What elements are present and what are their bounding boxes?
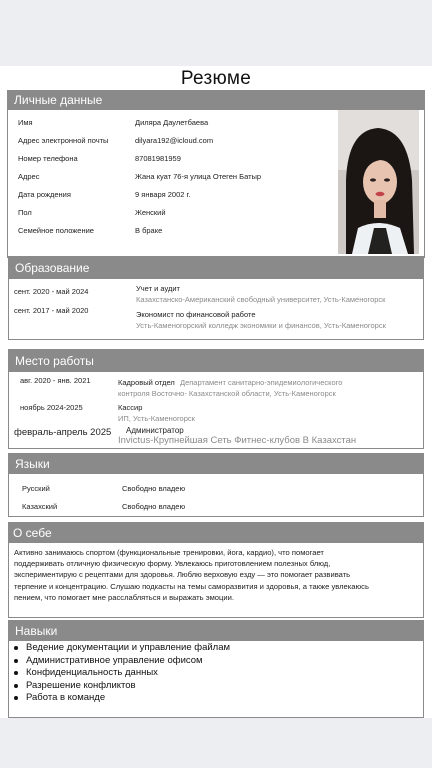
education-dates-2: сент. 2017 - май 2020 xyxy=(14,306,89,315)
personal-label-address: Адрес xyxy=(18,172,40,181)
personal-value-gender: Женский xyxy=(135,208,166,217)
personal-value-address: Жана куат 76-я улица Отеген Батыр xyxy=(135,172,262,181)
skills-list xyxy=(14,642,230,705)
education-dates-1: сент. 2020 - май 2024 xyxy=(14,287,89,296)
personal-label-marital: Семейное положение xyxy=(18,226,94,235)
language-level-1: Свободно владею xyxy=(122,484,186,493)
personal-label-birthdate: Дата рождения xyxy=(18,190,71,199)
language-name-1: Русский xyxy=(22,484,50,493)
work-dates-1: авг. 2020 - янв. 2021 xyxy=(20,376,91,385)
language-name-2: Казахский xyxy=(22,502,58,511)
bullet-icon xyxy=(14,646,18,650)
personal-label-name: Имя xyxy=(18,118,33,127)
work-heading: Место работы xyxy=(9,350,423,372)
personal-heading: Личные данные xyxy=(8,91,424,110)
languages-heading: Языки xyxy=(9,454,423,474)
skill-item xyxy=(14,655,230,668)
about-line-2: поддерживать отличную физическую форму. Увлекаюсь приготовлением полезных блюд, xyxy=(14,559,331,568)
skill-text: Разрешение конфликтов xyxy=(26,679,136,691)
skill-text: Административное управление офисом xyxy=(26,654,203,666)
work-position-2: Кассир xyxy=(118,403,143,412)
personal-value-birthdate: 9 января 2002 г. xyxy=(135,190,191,199)
personal-label-email: Адрес электронной почты xyxy=(18,136,109,145)
personal-value-email: dilyara192@icloud.com xyxy=(135,136,214,145)
personal-label-gender: Пол xyxy=(18,208,32,217)
skill-item xyxy=(14,680,230,693)
bullet-icon xyxy=(14,671,18,675)
skill-text: Ведение документации и управление файлам xyxy=(26,642,231,653)
skill-text: Работа в команде xyxy=(26,692,106,704)
portrait-illustration xyxy=(338,110,419,254)
about-line-4: терпение и концентрацию. Слушаю подкасты на темы саморазвития и здоровья, а также увлекаюсь xyxy=(14,582,369,591)
about-line-3: экспериментирую с рецептами для здоровья. Люблю верховую езду — это помогает развивать xyxy=(14,570,351,579)
work-dates-2: ноябрь 2024-2025 xyxy=(20,403,83,412)
languages-section xyxy=(8,453,424,517)
about-line-5: пением, что помогает мне расслабляться и выражать эмоции. xyxy=(14,593,234,602)
resume-title: Резюме xyxy=(180,68,252,89)
education-school-2: Усть-Каменогорский колледж экономики и финансов, Усть-Каменогорск xyxy=(136,321,386,330)
bullet-icon xyxy=(14,696,18,700)
bullet-icon xyxy=(14,659,18,663)
education-degree-2: Экономист по финансовой работе xyxy=(136,310,256,319)
education-degree-1: Учет и аудит xyxy=(136,284,180,293)
about-line-1: Активно занимаюсь спортом (функциональные тренировки, йога, кардио), что помогает xyxy=(14,548,324,557)
skill-text: Конфиденциальность данных xyxy=(26,667,158,679)
bullet-icon xyxy=(14,684,18,688)
skill-item xyxy=(14,667,230,680)
skills-heading: Навыки xyxy=(9,621,423,641)
education-school-1: Казахстанско-Американский свободный университет, Усть-Каменогорск xyxy=(136,295,386,304)
bottom-background-strip xyxy=(0,718,432,768)
work-org-2: ИП, Усть-Каменогорск xyxy=(118,414,195,423)
personal-label-phone: Номер телефона xyxy=(18,154,78,163)
work-position-3: Администратор xyxy=(126,426,184,435)
work-position-1: Кадровый отдел xyxy=(118,378,175,387)
work-dates-3: февраль-апрель 2025 xyxy=(14,427,112,438)
skill-item xyxy=(14,642,230,655)
top-background-strip xyxy=(0,0,432,66)
personal-value-name: Диляра Даулетбаева xyxy=(135,118,209,127)
education-heading: Образование xyxy=(9,257,423,279)
work-org-1b: контроля Восточно- Казахстанской области, Усть-Каменогорск xyxy=(118,389,336,398)
personal-value-marital: В браке xyxy=(135,226,163,235)
work-org-3: Invictus-Крупнейшая Сеть Фитнес-клубов В Казахстан xyxy=(118,435,357,446)
profile-photo xyxy=(338,110,419,254)
about-heading: О себе xyxy=(9,523,423,543)
personal-value-phone: 87081981959 xyxy=(135,154,181,163)
skill-item xyxy=(14,692,230,705)
work-org-1a: Департамент санитарно-эпидемиологического xyxy=(180,378,343,387)
language-level-2: Свободно владею xyxy=(122,502,186,511)
